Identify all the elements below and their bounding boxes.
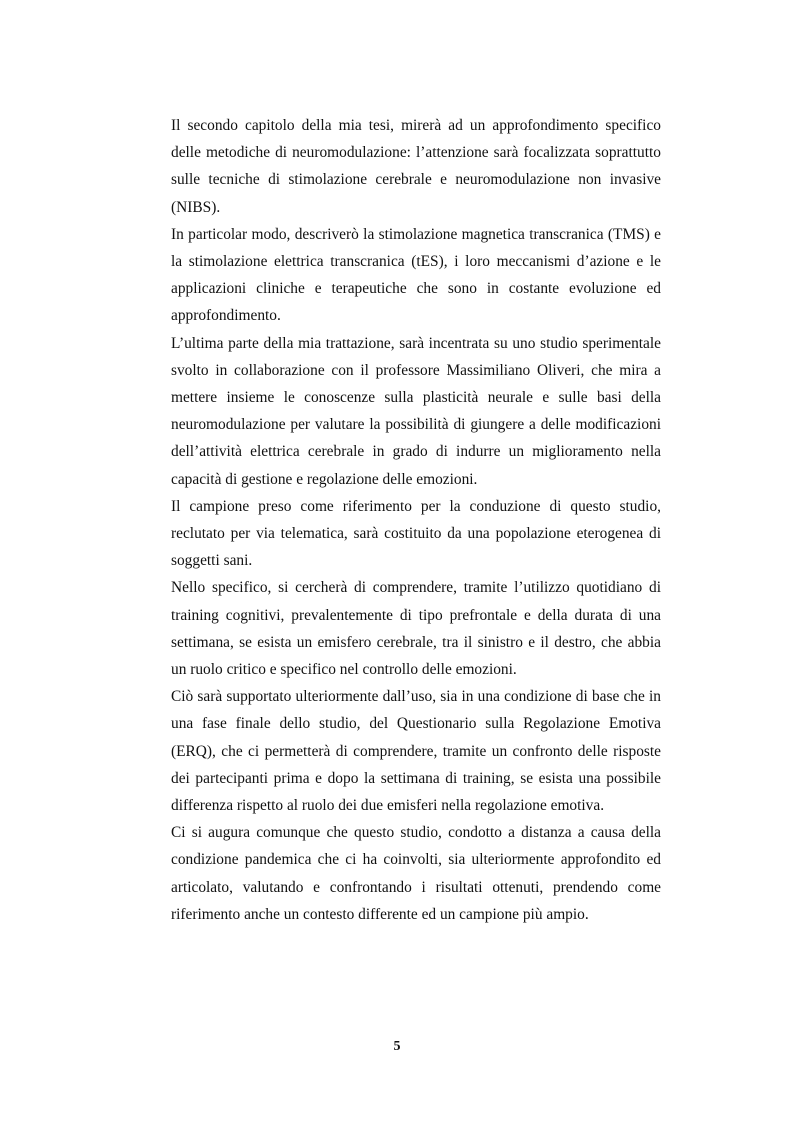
paragraph-2: In particolar modo, descriverò la stimolazione magnetica transcranica (TMS) e la stimolazione elettrica transcranica (tES), i loro meccanismi d’azione e le applicazioni cliniche e terapeutiche che sono in costante evoluzione ed approfondimento. xyxy=(171,225,661,325)
paragraph-4: Il campione preso come riferimento per la conduzione di questo studio, reclutato per via telematica, sarà costituito da una popolazione eterogenea di soggetti sani. xyxy=(171,497,661,570)
page-body xyxy=(171,112,661,928)
page-number: 5 xyxy=(393,1039,401,1054)
paragraph-6: Ciò sarà supportato ulteriormente dall’uso, sia in una condizione di base che in una fase finale dello studio, del Questionario sulla Regolazione Emotiva (ERQ), che ci permetterà di comprendere, tramite un confronto delle risposte dei partecipanti prima e dopo la settimana di training, se esista una possibile differenza rispetto al ruolo dei due emisferi nella regolazione emotiva. xyxy=(171,688,661,815)
paragraph-7: Ci si augura comunque che questo studio, condotto a distanza a causa della condizione pandemica che ci ha coinvolti, sia ulteriormente approfondito ed articolato, valutando e confrontando i risultati ottenuti, prendendo come riferimento anche un contesto differente ed un campione più ampio. xyxy=(171,824,661,923)
paragraph-3: L’ultima parte della mia trattazione, sarà incentrata su uno studio sperimentale svolto in collaborazione con il professore Massimiliano Oliveri, che mira a mettere insieme le conoscenze sulla plasticità neurale e sulle basi della neuromodulazione per valutare la possibilità di giungere a delle modificazioni dell’attività elettrica cerebrale in grado di indurre un miglioramento nella capacità di gestione e regolazione delle emozioni. xyxy=(171,334,661,488)
paragraph-1: Il secondo capitolo della mia tesi, mirerà ad un approfondimento specifico delle metodiche di neuromodulazione: l’attenzione sarà focalizzata soprattutto sulle tecniche di stimolazione cerebrale e neuromodulazione non invasive (NIBS). xyxy=(171,117,661,216)
paragraph-5: Nello specifico, si cercherà di comprendere, tramite l’utilizzo quotidiano di training cognitivi, prevalentemente di tipo prefrontale e della durata di una settimana, se esista un emisfero cerebrale, tra il sinistro e il destro, che abbia un ruolo critico e specifico nel controllo delle emozioni. xyxy=(171,579,661,679)
